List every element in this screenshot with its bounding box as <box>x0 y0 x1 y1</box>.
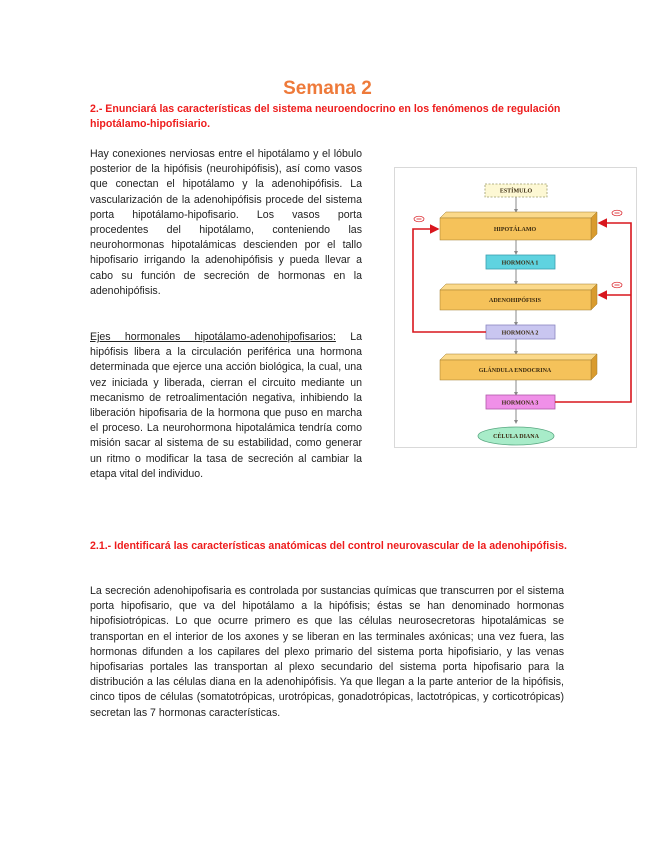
svg-text:ADENOHIPÓFISIS: ADENOHIPÓFISIS <box>488 298 542 304</box>
svg-text:HORMONA 1: HORMONA 1 <box>501 260 539 267</box>
page-title: Semana 2 <box>283 78 372 99</box>
node-endocrine-gland <box>440 354 597 380</box>
node-hypothalamus <box>440 212 597 240</box>
node-target-cell <box>478 427 554 445</box>
hormonal-axes-lead: Ejes hormonales hipotálamo-adenohipofisarios: <box>90 331 336 343</box>
node-hormone-2 <box>486 325 555 339</box>
svg-text:HORMONA 2: HORMONA 2 <box>501 330 539 337</box>
paragraph-hormonal-axes <box>90 330 362 482</box>
svg-text:ESTÍMULO: ESTÍMULO <box>499 188 533 195</box>
node-stimulus <box>485 184 547 197</box>
hormonal-axes-body: La hipófisis libera a la circulación periférica una hormona determinada que ejerce una acción biológica, la cual, una vez iniciada y liberada, cierran el circuito mediante un mecanismo de retroalimentación negativa, inhibiendo la liberación hipofisaria de la hormona que puso en marcha el proceso. La neurohormona hipotalámica tendría como misión sacar al sistema de su estabilidad, como generar un ritmo o modificar la tasa de secreción al cambiar la etapa vital del individuo. <box>90 331 362 480</box>
node-hormone-1 <box>486 255 555 269</box>
svg-text:CÉLULA DIANA: CÉLULA DIANA <box>493 434 539 440</box>
neuroendocrine-feedback-diagram <box>394 167 637 448</box>
svg-text:HORMONA 3: HORMONA 3 <box>501 400 539 407</box>
svg-text:HIPOTÁLAMO: HIPOTÁLAMO <box>493 227 537 233</box>
paragraph-neurovascular-control: La secreción adenohipofisaria es controlada por sustancias químicas que transcurren por el sistema porta hipofisario, que va del hipotálamo a la hipófisis; éstas se han denominado hormonas hipofisiotrópicas. Lo que ocurre primero es que las células neurosecretoras hipotalámicas se transportan en el interior de los axones y se liberan en las terminales axónicas; una vez fuera, las hormonas difunden a los capilares del plexo primario del sistema porta hipofisiario, y las venas hipofisarias portales las transportan al plexo secundario del sistema porta hipofisario para la distribución a las células diana en la adenohipófisis. Ya que llegan a la parte anterior de la hipófisis, cinco tipos de células (somatotrópicas, urotrópicas, gonadotrópicas, lactotrópicas, y corticotrópicas) secretan las 7 hormonas características. <box>90 585 564 719</box>
section-heading-2: 2.- Enunciará las características del sistema neuroendocrino en los fenómenos de regulación hipotálamo-hipofisiario. <box>90 103 561 130</box>
paragraph-neural-connections: Hay conexiones nerviosas entre el hipotálamo y el lóbulo posterior de la hipófisis (neurohipófisis), así como vasos que conectan el hipotálamo y la adenohipófisis. La vascularización de la adenohipófisis procede del sistema porta hipotálamo-hipofisario. Los vasos porta procedentes del hipotálamo, conteniendo las neurohormonas hipotalámicas descienden por el tallo hipofisario irrigando la adenohipófisis y pueda llevar a cabo su función de secreción de hormonas en la adenohipófisis. <box>90 148 362 297</box>
node-adenohypophysis <box>440 284 597 310</box>
svg-text:GLÁNDULA ENDOCRINA: GLÁNDULA ENDOCRINA <box>478 368 552 374</box>
node-hormone-3 <box>486 395 555 409</box>
section-heading-2-1: 2.1.- Identificará las características anatómicas del control neurovascular de la adenohipófisis. <box>90 540 567 552</box>
